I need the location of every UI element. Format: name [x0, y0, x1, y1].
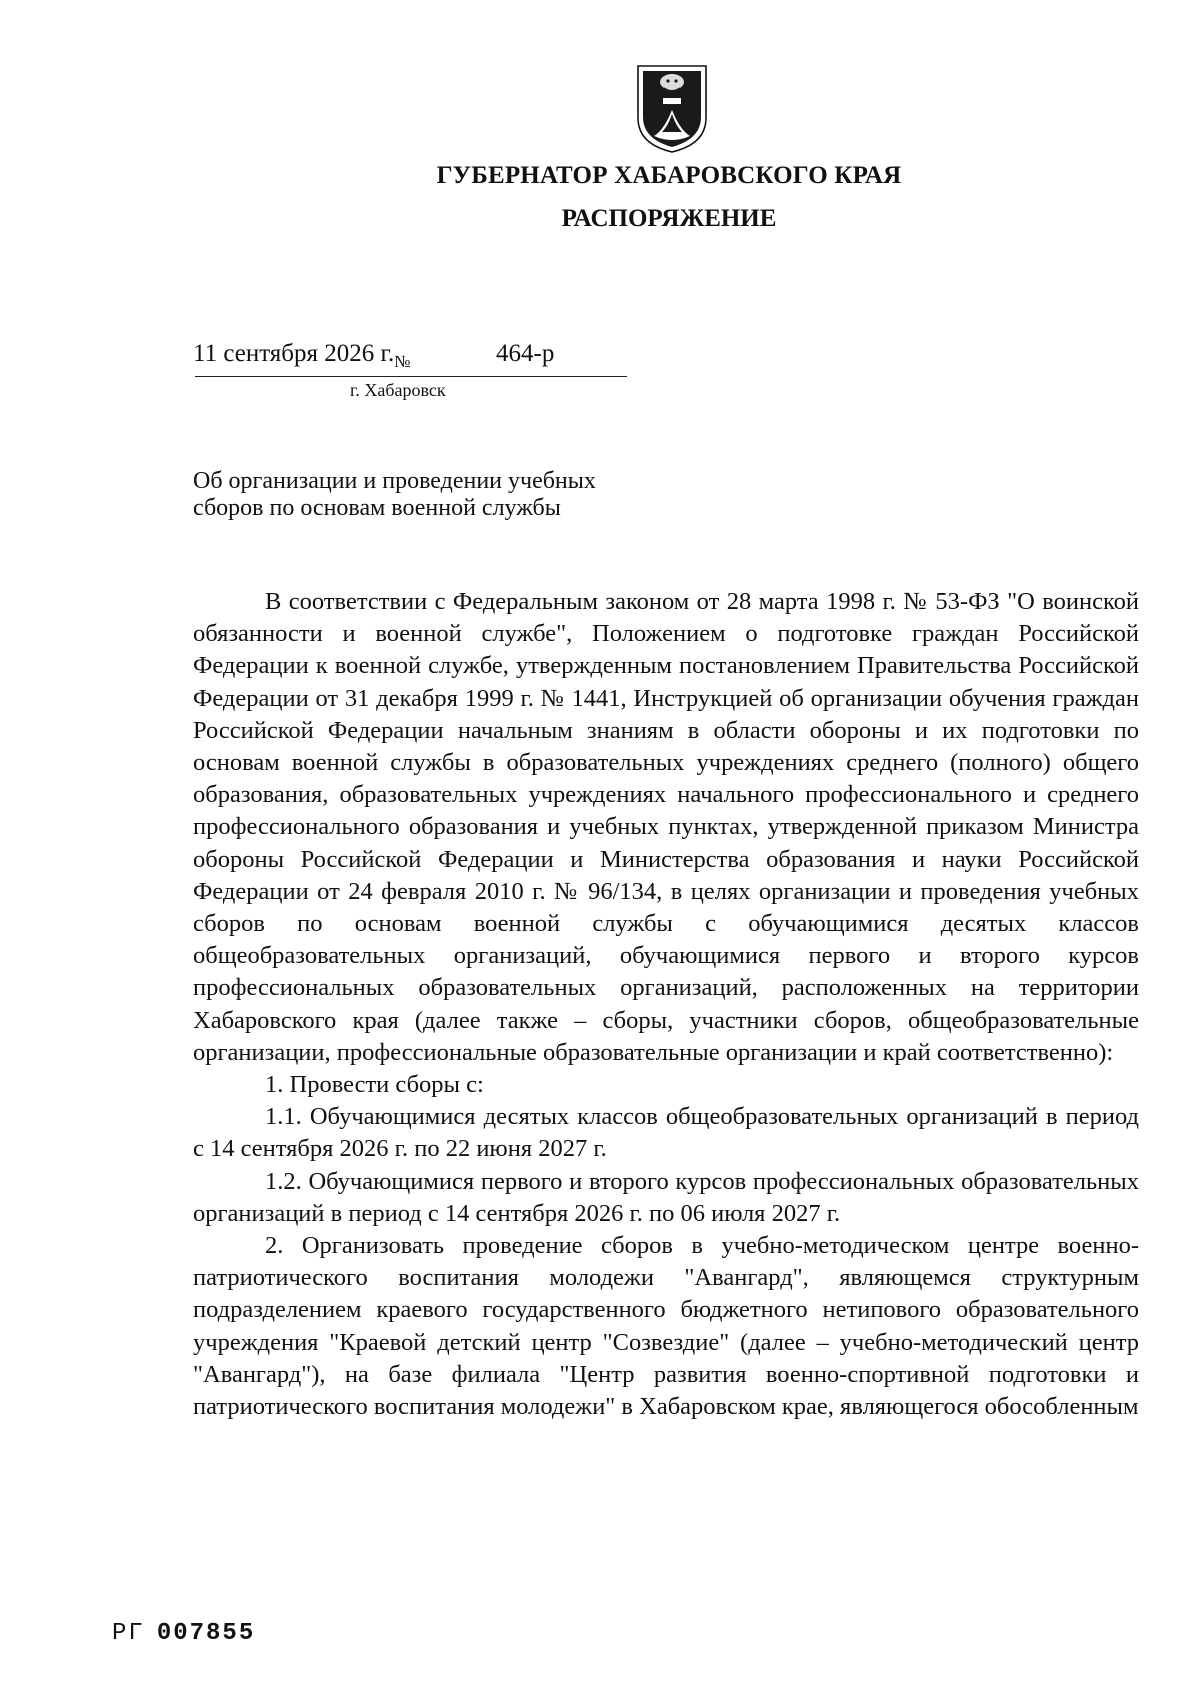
document-subject — [193, 468, 596, 522]
serial-number: 007855 — [156, 1620, 256, 1647]
form-serial — [112, 1620, 255, 1647]
preamble-paragraph: В соответствии с Федеральным законом от 28 марта 1998 г. № 53-ФЗ "О воинской обязанности и военной службе", Положением о подготовке граждан Российской Федерации к военной службе, утвержденным постановлением Правительства Российской Федерации от 31 декабря 1999 г. № 1441, Инструкцией об организации обучения граждан Российской Федерации начальным знаниям в области обороны и их подготовки по основам военной службы в образовательных учреждениях среднего (полного) общего образования, образовательных учреждениях начального профессионального и среднего профессионального образования и учебных пунктах, утвержденной приказом Министра обороны Российской Федерации и Министерства образования и науки Российской Федерации от 24 февраля 2010 г. № 96/134, в целях организации и проведения учебных сборов по основам военной службы с обучающимися десятых классов общеобразовательных организаций, обучающимися первого и второго курсов профессиональных образовательных организаций, расположенных на территории Хабаровского края (далее также – сборы, участники сборов, общеобразовательные организации, профессиональные образовательные организации и край соответственно): — [193, 588, 1139, 1066]
coat-of-arms-emblem — [634, 60, 710, 154]
date-number-line — [193, 340, 555, 372]
issuing-authority: ГУБЕРНАТОР ХАБАРОВСКОГО КРАЯ — [436, 162, 902, 189]
clause-1-2: 1.2. Обучающимися первого и второго курсов профессиональных образовательных организаций в период с 14 сентября 2026 г. по 06 июля 2027 г. — [193, 1167, 1139, 1227]
document-number: 464-р — [496, 340, 555, 367]
document-body — [193, 586, 1139, 1423]
document-date: 11 сентября 2026 г. — [193, 340, 395, 367]
document-city: г. Хабаровск — [350, 380, 446, 400]
subject-line-2: сборов по основам военной службы — [193, 495, 561, 521]
document-type: РАСПОРЯЖЕНИЕ — [561, 205, 777, 232]
clause-2: 2. Организовать проведение сборов в учебно-методическом центре военно-патриотического воспитания молодежи "Авангард", являющемся структурным подразделением краевого государственного бюджетного нетипового образовательного учреждения "Краевой детский центр "Созвездие" (далее – учебно-методический центр "Авангард"), на базе филиала "Центр развития военно-спортивной подготовки и патриотического воспитания молодежи" в Хабаровском крае, являющегося обособленным — [193, 1232, 1139, 1421]
number-sign: № — [394, 352, 411, 371]
clause-1-1: 1.1. Обучающимися десятых классов общеобразовательных организаций в период с 14 сентября 2026 г. по 22 июня 2027 г. — [193, 1103, 1139, 1163]
date-underline-divider — [195, 376, 627, 377]
clause-1: 1. Провести сборы с: — [265, 1071, 484, 1099]
serial-prefix: РГ — [112, 1620, 145, 1647]
subject-line-1: Об организации и проведении учебных — [193, 468, 596, 494]
